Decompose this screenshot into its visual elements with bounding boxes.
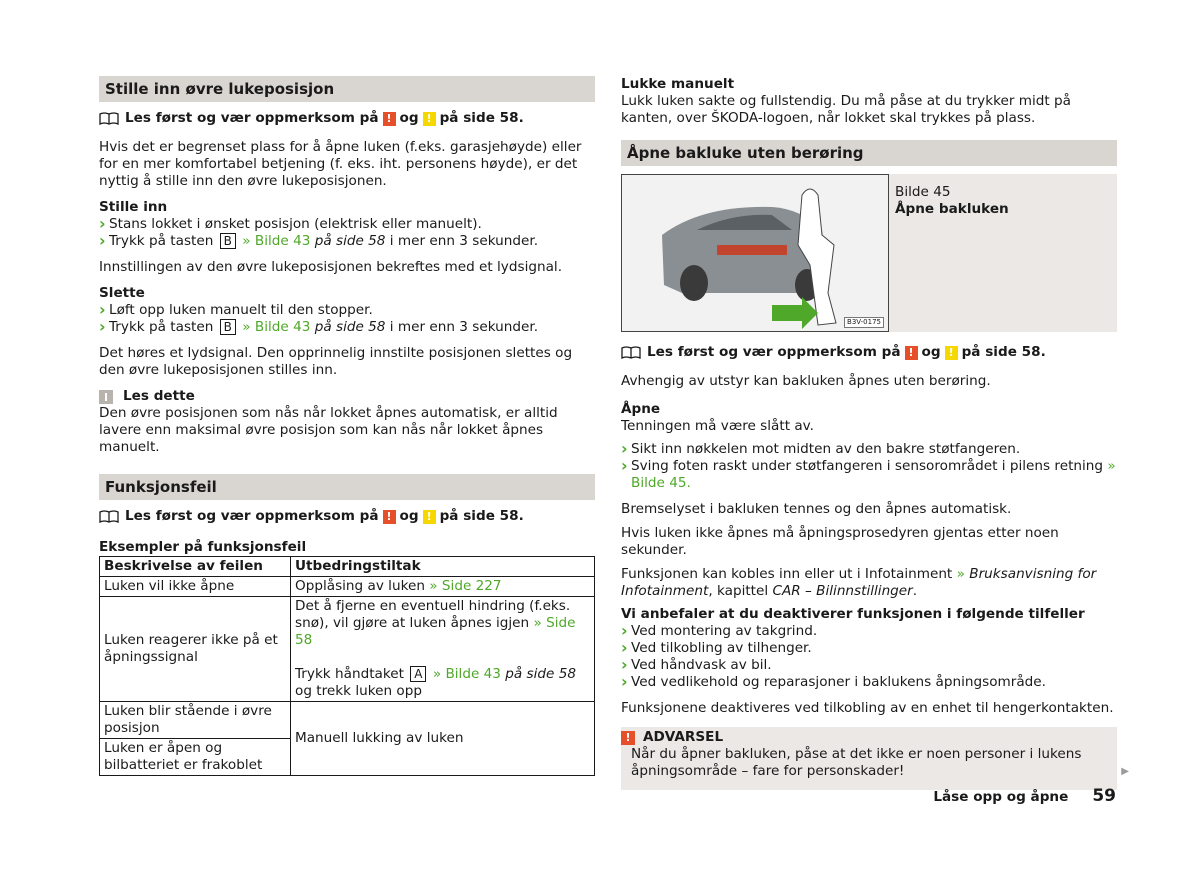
page-number: 59 — [1092, 786, 1116, 806]
figure-link[interactable]: » Bilde 43 — [432, 666, 501, 682]
confirm-text: Innstillingen av den øvre lukeposisjonen bekreftes med et lydsignal. — [99, 259, 563, 275]
funk-text: Funksjonen kan kobles inn eller ut i Infotainment » Bruksanvisning for Infotainment, kapittel CAR – Bilinnstillinger. — [621, 566, 1097, 599]
section-heading: Stille inn øvre lukeposisjon — [99, 76, 595, 102]
step-item: › Løft opp luken manuelt til den stopper. — [99, 302, 595, 319]
section-heading: Funksjonsfeil — [99, 474, 595, 500]
avhengig-text: Avhengig av utstyr kan bakluken åpnes uten berøring. — [621, 373, 991, 389]
figure-code: B3V-0175 — [844, 317, 884, 328]
lukke-text: Lukk luken sakte og fullstendig. Du må påse at du trykker midt på kanten, over ŠKODA-logoen, når lokket skal trykkes på plass. — [621, 93, 1072, 126]
figure-link[interactable]: » Bilde 43 — [242, 319, 311, 335]
note-and: og — [399, 110, 419, 126]
table-row: Luken blir stående i øvre posisjon Manuell lukking av luken — [100, 702, 595, 739]
warning-icon: ! — [905, 346, 918, 360]
book-icon — [99, 112, 119, 126]
figure-45 — [621, 174, 1117, 332]
figure-link[interactable]: » Bilde 45. — [631, 458, 1116, 491]
step-item: › Ved vedlikehold og reparasjoner i baklukens åpningsområde. — [621, 674, 1117, 691]
subheading-stille-inn: Stille inn — [99, 199, 168, 215]
subheading-slette: Slette — [99, 285, 145, 301]
col-header: Beskrivelse av feilen — [100, 557, 291, 577]
table-row: Luken vil ikke åpne Opplåsing av luken » Side 227 — [100, 577, 595, 597]
warning-box — [621, 727, 1129, 790]
figure-caption — [889, 174, 1117, 332]
key-b: B — [220, 233, 236, 249]
figure-link[interactable]: » Bilde 43 — [242, 233, 311, 249]
info-icon — [99, 390, 113, 404]
car-illustration — [621, 174, 889, 332]
precaution-note — [99, 110, 595, 127]
page-link[interactable]: » Side 58 — [295, 615, 576, 648]
caution-icon: ! — [945, 346, 958, 360]
page-link[interactable]: » Side 227 — [429, 578, 502, 594]
section-heading: Åpne bakluke uten berøring — [621, 140, 1117, 166]
page-footer — [933, 788, 1116, 806]
tenning-text: Tenningen må være slått av. — [621, 418, 814, 434]
book-icon — [621, 346, 641, 360]
table-title: Eksempler på funksjonsfeil — [99, 539, 307, 555]
info-heading: Les dette — [99, 388, 595, 405]
manual-link[interactable]: » — [956, 566, 965, 582]
figure-title: Åpne bakluken — [895, 201, 1009, 217]
key-b: B — [220, 319, 236, 335]
table-row: Luken er åpen og bilbatteriet er frakoblet — [100, 739, 595, 776]
precaution-note: Les først og vær oppmerksom på ! og ! på side 58. — [621, 344, 1117, 361]
delete-text: Det høres et lydsignal. Den opprinnelig innstilte posisjonen slettes og den øvre lukeposisjonen stilles inn. — [99, 345, 573, 378]
caution-icon: ! — [423, 112, 436, 126]
subheading-apne: Åpne — [621, 401, 661, 417]
left-column — [99, 76, 595, 776]
subheading-vi: Vi anbefaler at du deaktiverer funksjonen i følgende tilfeller — [621, 606, 1085, 622]
step-item: › Sikt inn nøkkelen mot midten av den bakre støtfangeren. — [621, 441, 1117, 458]
intro-text: Hvis det er begrenset plass for å åpne luken (f.eks. garasjehøyde) eller for en mer komfortabel betjening (f. eks. iht. personens høyde), er det nyttig å stille inn den øvre lukeposisjonen. — [99, 139, 582, 189]
caution-icon: ! — [423, 510, 436, 524]
figure-label: Bilde 45 — [895, 184, 951, 200]
key-a: A — [410, 666, 426, 682]
step-item: › Sving foten raskt under støtfangeren i sensorområdet i pilens retning » Bilde 45. — [621, 458, 1117, 492]
step-item: › Ved håndvask av bil. — [621, 657, 1117, 674]
bremse-text: Bremselyset i bakluken tennes og den åpnes automatisk. — [621, 501, 1012, 517]
chapter-title: Låse opp og åpne — [933, 789, 1069, 805]
table-row: Luken reagerer ikke på et åpningssignal Det å fjerne en eventuell hindring (f.eks. snø), vil gjøre at luken åpnes igjen » Side 58 Trykk håndtaket A » Bilde 43 på side 58 og trekk luken opp — [100, 597, 595, 702]
note-page: på side 58. — [439, 110, 524, 126]
warning-icon: ! — [621, 731, 635, 745]
step-item: › Ved tilkobling av tilhenger. — [621, 640, 1117, 657]
next-page-arrow-icon: ▶ — [1121, 766, 1129, 777]
table-header-row — [100, 557, 595, 577]
step-item: › Ved montering av takgrind. — [621, 623, 1117, 640]
deakt-text: Funksjonene deaktiveres ved tilkobling av en enhet til hengerkontakten. — [621, 700, 1114, 716]
col-header: Utbedringstiltak — [291, 557, 595, 577]
hvis-text: Hvis luken ikke åpnes må åpningsprosedyren gjentas etter noen sekunder. — [621, 525, 1059, 558]
subheading-lukke: Lukke manuelt — [621, 76, 735, 92]
note-text: Les først og vær oppmerksom på — [125, 110, 379, 126]
precaution-note: Les først og vær oppmerksom på ! og ! på side 58. — [99, 508, 595, 525]
warning-icon: ! — [383, 112, 396, 126]
right-column — [621, 76, 1129, 790]
info-text: Den øvre posisjonen som nås når lokket åpnes automatisk, er alltid lavere enn maksimal øvre posisjon som kan nås når lokket åpnes manuelt. — [99, 405, 558, 455]
warning-text: Når du åpner bakluken, påse at det ikke er noen personer i lukens åpningsområde – fare for personskader! — [631, 746, 1082, 779]
step-item: › Trykk på tasten B » Bilde 43 på side 58 i mer enn 3 sekunder. — [99, 233, 595, 250]
warning-icon: ! — [383, 510, 396, 524]
warning-heading: ! ADVARSEL — [621, 729, 1107, 746]
book-icon — [99, 510, 119, 524]
step-item: › Stans lokket i ønsket posisjon (elektrisk eller manuelt). — [99, 216, 595, 233]
step-item: › Trykk på tasten B » Bilde 43 på side 58 i mer enn 3 sekunder. — [99, 319, 595, 336]
malfunction-table — [99, 556, 595, 776]
